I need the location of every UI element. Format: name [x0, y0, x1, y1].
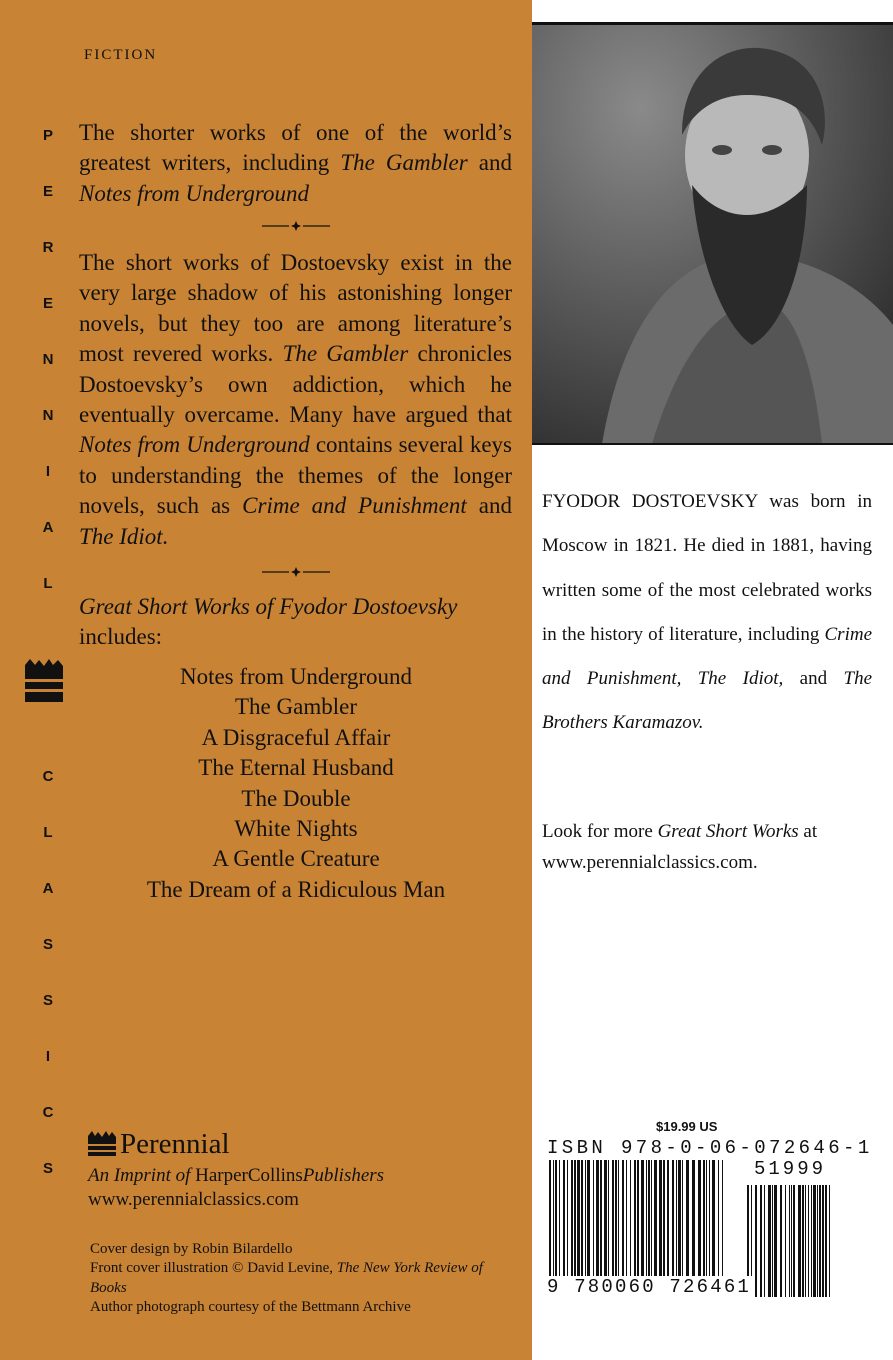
barcode-bar — [555, 1160, 557, 1278]
barcode-bar — [646, 1160, 647, 1278]
tagline: The shorter works of one of the world’s greatest writers, including The Gambler and Notes from Underground — [79, 120, 512, 206]
barcode-bar — [768, 1185, 771, 1297]
photo-rule — [532, 443, 893, 445]
barcode-bar — [760, 1185, 762, 1297]
barcode-bar — [559, 1160, 560, 1278]
barcode-bar — [706, 1160, 707, 1278]
barcode-bar — [574, 1160, 576, 1278]
barcode-bar — [722, 1160, 723, 1278]
barcode-bar — [686, 1160, 689, 1278]
ornament-divider-icon — [262, 567, 330, 577]
barcode-bar — [626, 1160, 627, 1278]
spine-letter: P — [42, 127, 53, 144]
price-code: 51999 — [754, 1158, 827, 1180]
spine-letter: I — [45, 463, 51, 480]
barcode-bar — [571, 1160, 573, 1278]
barcode-bar — [808, 1185, 809, 1297]
barcode-bar — [593, 1160, 594, 1278]
barcode-bar — [678, 1160, 681, 1278]
credits: Cover design by Robin Bilardello Front cover illustration © David Levine, The New York Review of Books Author photograph courtesy of the Bettmann Archive — [90, 1241, 483, 1315]
spine-letter: N — [42, 351, 54, 368]
barcode-bar — [682, 1160, 683, 1278]
barcode-bar — [802, 1185, 804, 1297]
barcode-bar — [798, 1185, 801, 1297]
look-for-more: Look for more Great Short Works at www.perennialclassics.com. — [542, 821, 818, 873]
spine-letter: I — [45, 1048, 51, 1065]
barcode-bar — [663, 1160, 665, 1278]
barcode-bar — [622, 1160, 624, 1278]
barcode-bar — [587, 1160, 590, 1278]
barcode-bar — [577, 1160, 580, 1278]
list-item: The Dream of a Ridiculous Man — [146, 876, 446, 902]
barcode-bar — [634, 1160, 636, 1278]
barcode-bar — [585, 1160, 586, 1278]
barcode-bar — [817, 1185, 818, 1297]
spine-letter: N — [42, 407, 54, 424]
barcode-bar — [698, 1160, 701, 1278]
barcode-bar — [755, 1185, 757, 1297]
list-item: The Gambler — [235, 694, 357, 720]
contents-list — [60, 662, 532, 905]
barcode-bar — [829, 1185, 830, 1297]
spine-letter: L — [43, 824, 53, 841]
barcode-bar — [604, 1160, 607, 1278]
barcode-bar — [712, 1160, 715, 1278]
spine-letter: S — [42, 992, 53, 1009]
barcode-bar — [791, 1185, 792, 1297]
barcode-bar — [651, 1160, 652, 1278]
spine-letter: R — [42, 239, 54, 256]
barcode-bar — [805, 1185, 806, 1297]
barcode-bar — [676, 1160, 677, 1278]
barcode-bar — [772, 1185, 773, 1297]
includes-heading: Great Short Works of Fyodor Dostoevsky includes: — [79, 594, 458, 650]
spine-letter: C — [42, 768, 54, 785]
list-item: A Gentle Creature — [212, 846, 380, 872]
barcode-bar — [785, 1185, 786, 1297]
barcode-bar — [813, 1185, 816, 1297]
barcode-bar — [774, 1185, 777, 1297]
spine-letter: C — [42, 1104, 54, 1121]
spine-letter: A — [42, 880, 54, 897]
list-item: The Eternal Husband — [198, 755, 394, 781]
price-label: $19.99 US — [656, 1119, 718, 1134]
description: The short works of Dostoevsky exist in the very large shadow of his astonishing longer novels, but they too are among literature’s most revered works. The Gambler chronicles Dostoevsky’s own addiction, which he eventually overcame. Many have argued that Notes from Underground contains several keys to understanding the themes of the longer novels, such as Crime and Punishment and The Idiot. — [79, 250, 513, 549]
list-item: The Double — [241, 785, 351, 811]
spine-letter: E — [42, 183, 53, 200]
barcode-bar — [789, 1185, 790, 1297]
spine-letter: E — [42, 295, 53, 312]
barcode-bar — [648, 1160, 650, 1278]
spine-letter: A — [42, 519, 54, 536]
barcode-bar — [825, 1185, 827, 1297]
publisher-url[interactable]: www.perennialclassics.com — [88, 1189, 299, 1210]
barcode-bar — [563, 1160, 565, 1278]
publisher-name: Perennial — [120, 1128, 230, 1160]
author-bio: FYODOR DOSTOEVSKY was born in Moscow in 1821. He died in 1881, having written some of the most celebrated works in the history of literature, including Crime and Punishment, The Idiot, and The Brothers Karamazov. — [542, 491, 872, 734]
list-item: Notes from Underground — [179, 664, 413, 689]
barcode-bar — [819, 1185, 821, 1297]
barcode-bar — [780, 1185, 782, 1297]
barcode-bar — [581, 1160, 583, 1278]
barcode-bar — [600, 1160, 602, 1278]
barcode-bar — [615, 1160, 617, 1278]
barcode-bar — [703, 1160, 705, 1278]
barcode-bar — [709, 1160, 710, 1278]
barcode-bar — [659, 1160, 662, 1278]
barcode-bar — [608, 1160, 609, 1278]
barcode-bar — [692, 1160, 695, 1278]
spine-letter: S — [42, 936, 53, 953]
barcode-bar — [553, 1160, 554, 1278]
spine-letter: L — [43, 575, 53, 592]
barcode-bar — [718, 1160, 719, 1278]
barcode-bar — [654, 1160, 657, 1278]
author-photo — [532, 25, 893, 444]
barcode-bar — [630, 1160, 631, 1278]
barcode-bar — [612, 1160, 614, 1278]
barcode-bar — [641, 1160, 644, 1278]
barcode-bar — [811, 1185, 812, 1297]
barcode-bar — [764, 1185, 765, 1297]
barcode-bar — [618, 1160, 619, 1278]
isbn-label: ISBN 978-0-06-072646-1 — [547, 1137, 873, 1159]
publisher-imprint: An Imprint of HarperCollinsPublishers www.perennialclassics.com — [88, 1165, 385, 1210]
perennial-torch-icon — [88, 1130, 116, 1156]
barcode-digits: 9 780060 726461 — [547, 1276, 752, 1298]
ornament-divider-icon — [262, 221, 330, 231]
barcode-bar — [567, 1160, 568, 1278]
barcode-bar — [672, 1160, 674, 1278]
list-item: White Nights — [234, 816, 358, 842]
barcode-bar — [549, 1160, 551, 1278]
barcode-bar — [596, 1160, 599, 1278]
barcode-bar — [637, 1160, 639, 1278]
genre-label: FICTION — [84, 47, 158, 63]
barcode-bar — [793, 1185, 795, 1297]
barcode-bar — [822, 1185, 824, 1297]
spine-letter: S — [42, 1160, 53, 1177]
list-item: A Disgraceful Affair — [201, 724, 391, 750]
harper-torch-logo-icon — [25, 657, 63, 702]
barcode-bar — [667, 1160, 669, 1278]
